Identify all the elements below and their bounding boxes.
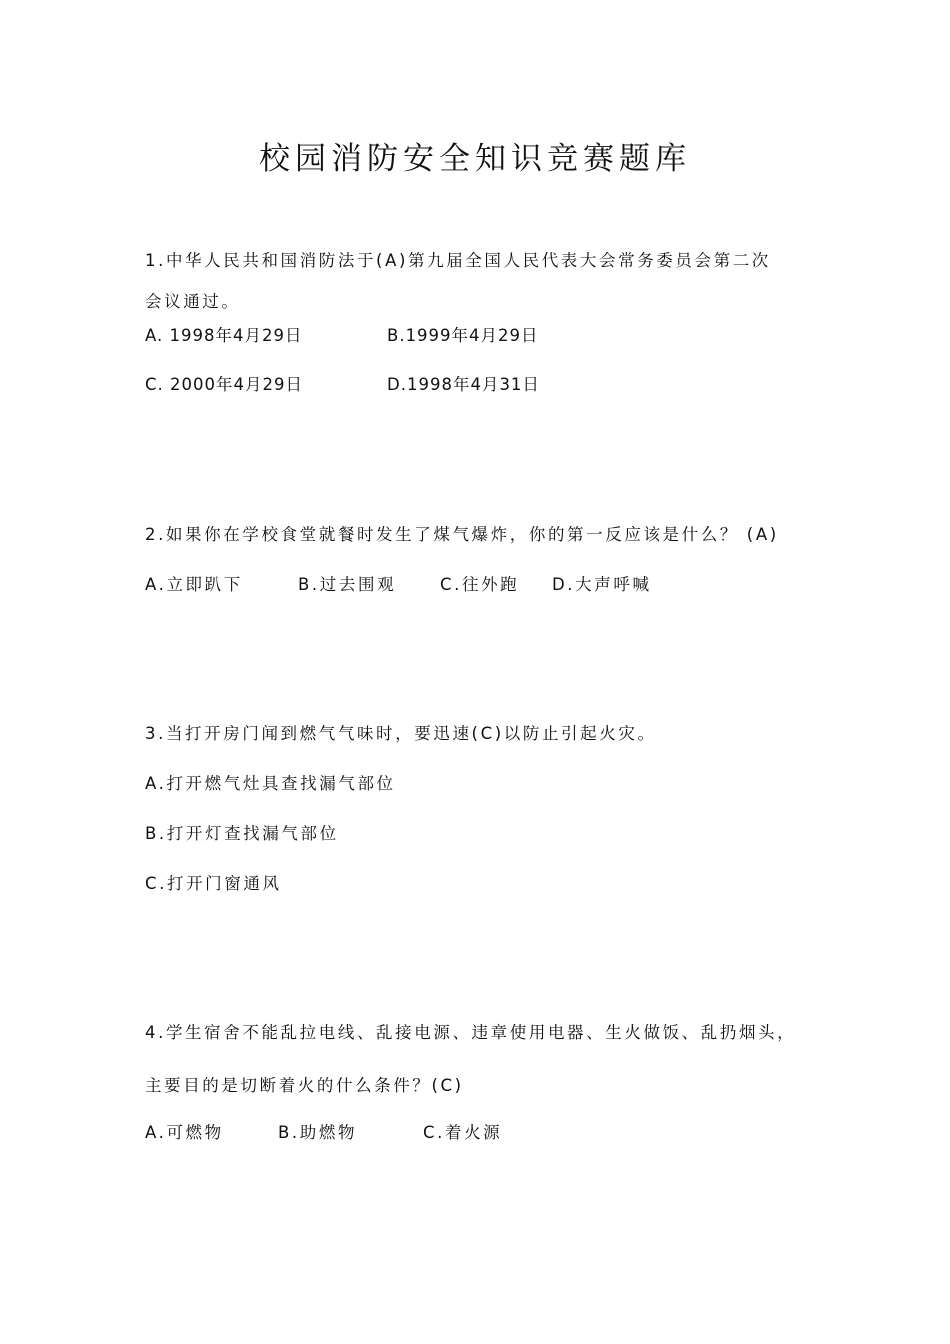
- question-4-stem-line-1: 4.学生宿舍不能乱拉电线、乱接电源、违章使用电器、生火做饭、乱扔烟头，: [145, 1023, 797, 1042]
- question-3-option-b: B.打开灯查找漏气部位: [145, 824, 339, 843]
- question-2-option-c: C.往外跑: [440, 575, 520, 594]
- question-2-option-d: D.大声呼喊: [552, 575, 652, 594]
- question-2-option-a: A.立即趴下: [145, 575, 243, 594]
- question-1-option-d: D.1998年4月31日: [387, 375, 540, 394]
- question-2-stem: 2.如果你在学校食堂就餐时发生了煤气爆炸，你的第一反应该是什么？ (A): [145, 525, 779, 544]
- question-3-option-a: A.打开燃气灶具查找漏气部位: [145, 774, 396, 793]
- question-1-option-b: B.1999年4月29日: [387, 326, 539, 345]
- question-3-option-c: C.打开门窗通风: [145, 874, 282, 893]
- question-1-stem-line-1: 1.中华人民共和国消防法于(A)第九届全国人民代表大会常务委员会第二次: [145, 251, 771, 270]
- question-4-option-a: A.可燃物: [145, 1123, 224, 1142]
- question-3-stem: 3.当打开房门闻到燃气气味时，要迅速(C)以防止引起火灾。: [145, 724, 657, 743]
- question-1-stem-line-2: 会议通过。: [145, 292, 241, 311]
- question-2-option-b: B.过去围观: [298, 575, 397, 594]
- document-title: 校园消防安全知识竞赛题库: [259, 140, 691, 177]
- question-4-stem-line-2: 主要目的是切断着火的什么条件？(C): [145, 1076, 464, 1095]
- question-4-option-c: C.着火源: [423, 1123, 503, 1142]
- question-4-option-b: B.助燃物: [278, 1123, 358, 1142]
- question-1-option-a: A. 1998年4月29日: [145, 326, 303, 345]
- question-1-option-c: C. 2000年4月29日: [145, 375, 303, 394]
